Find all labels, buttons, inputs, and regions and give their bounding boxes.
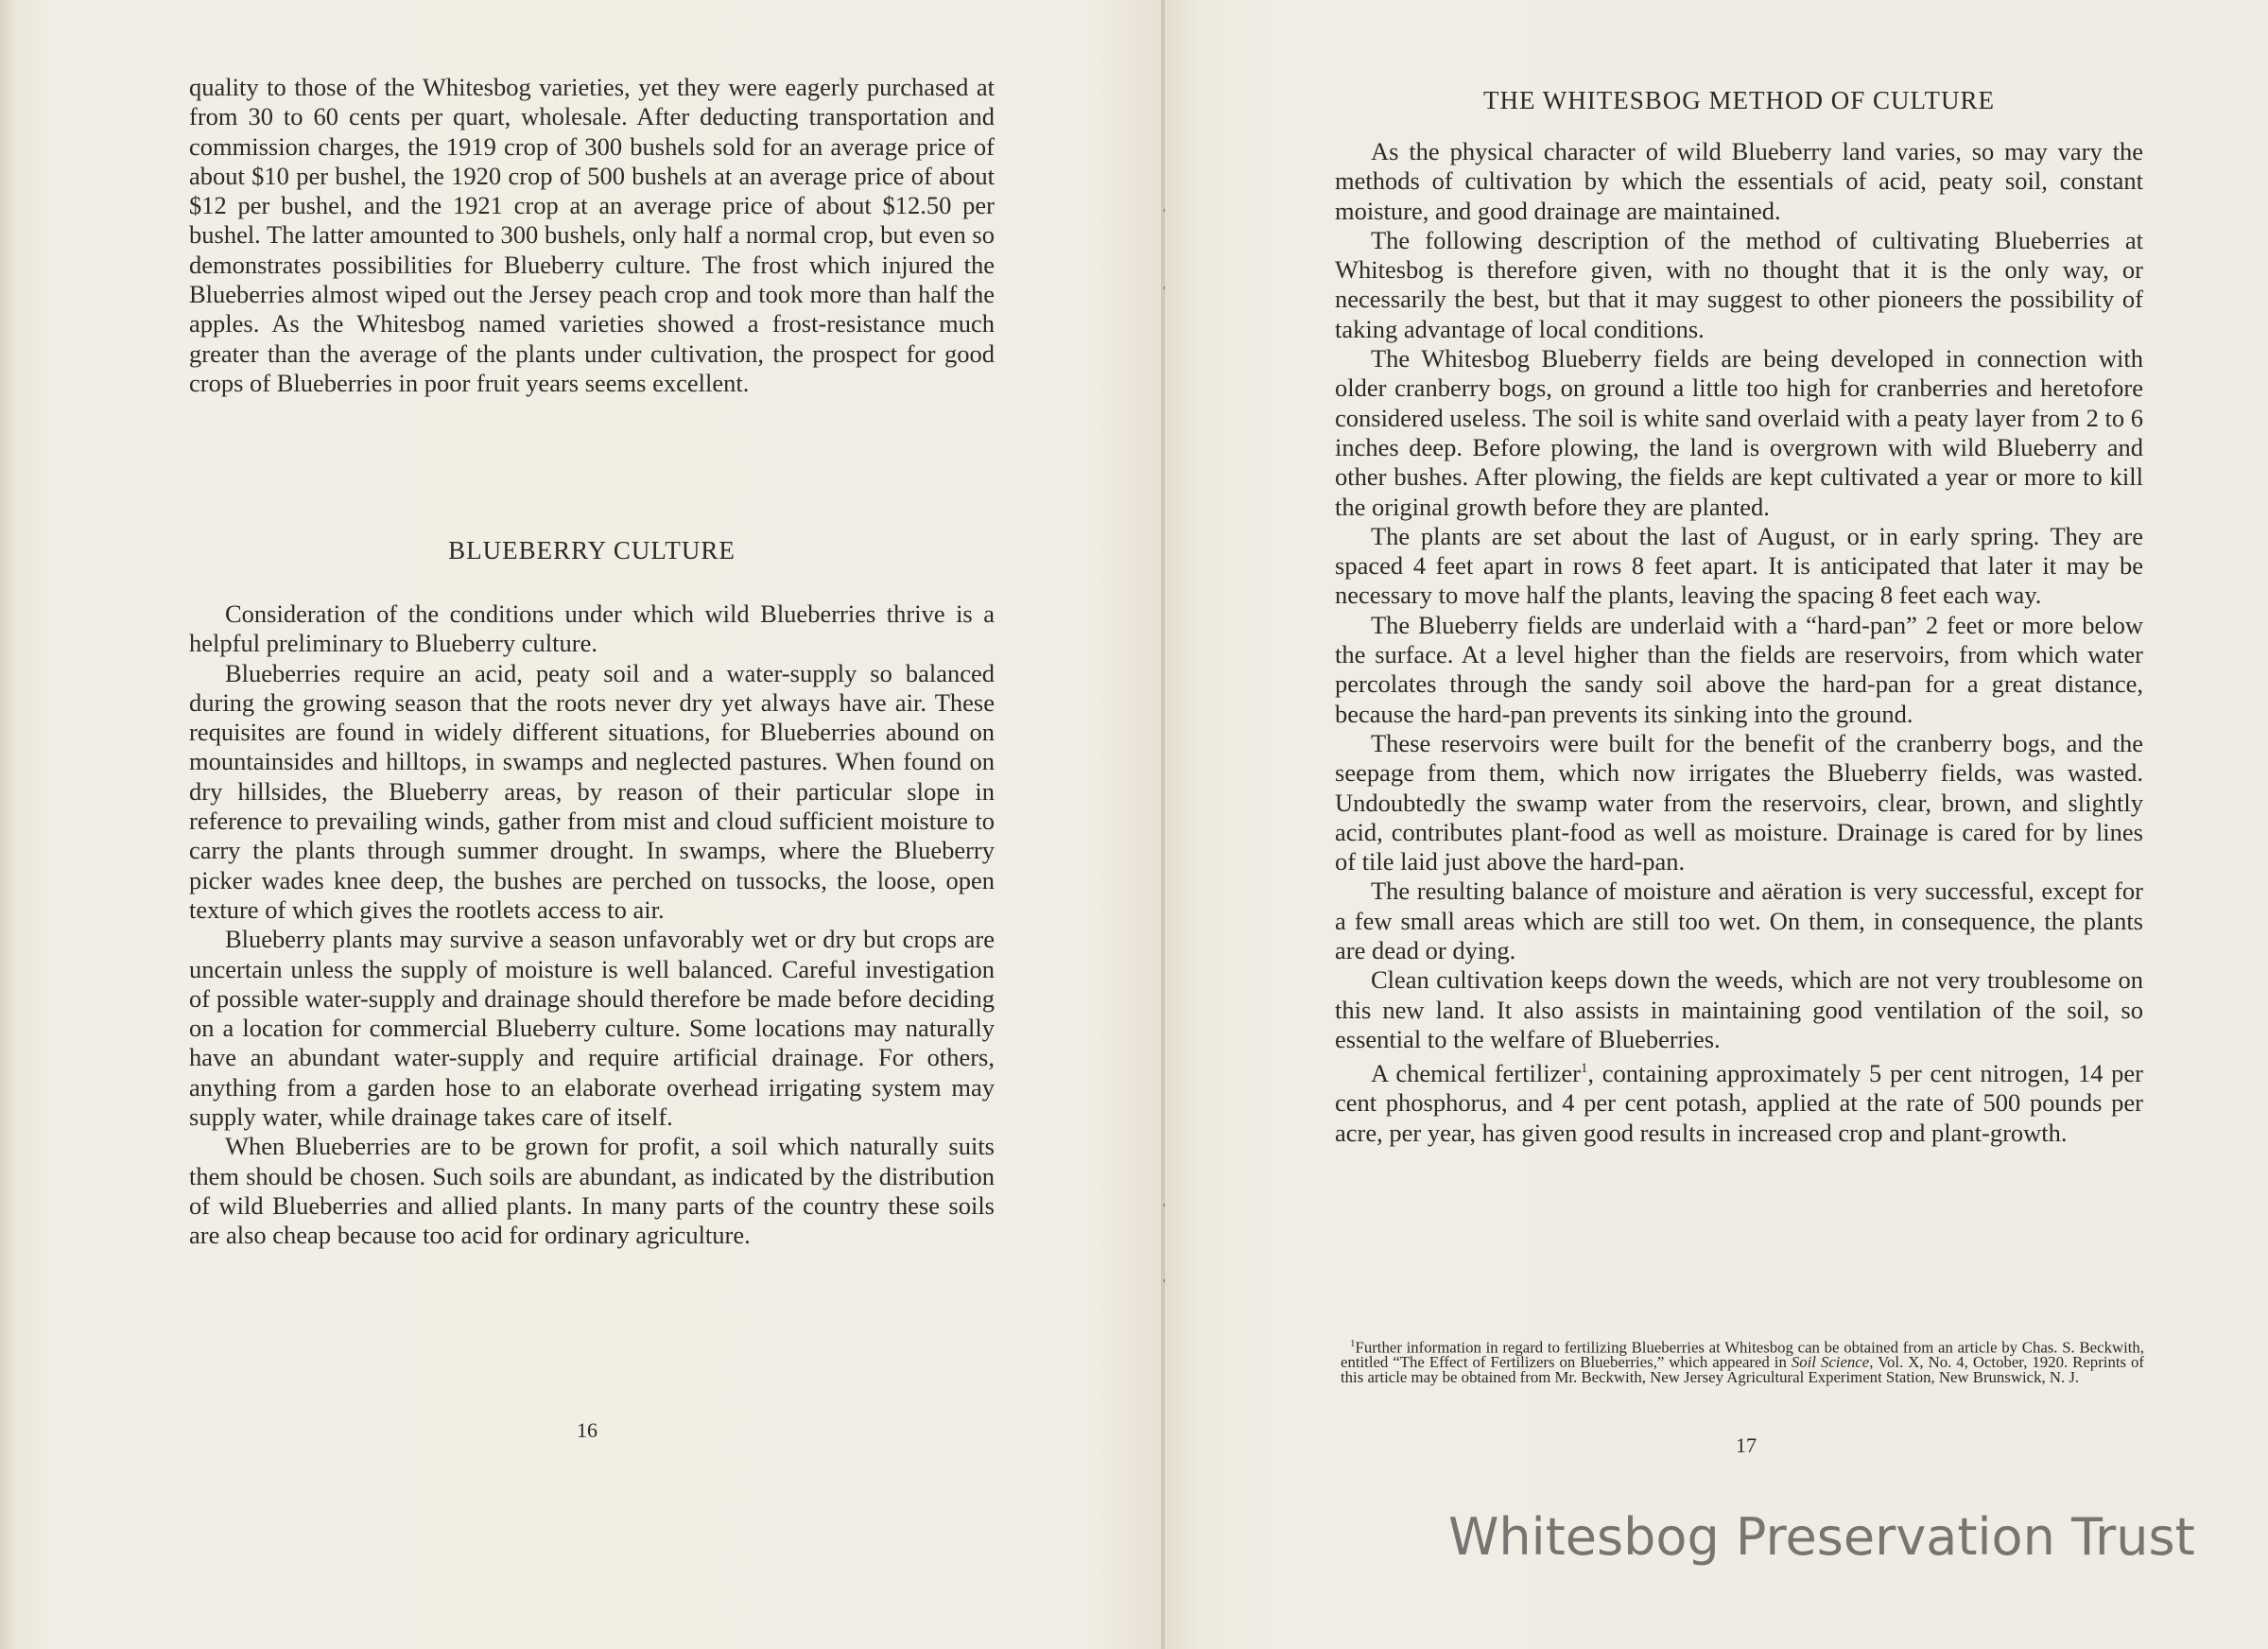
paragraph: Blueberry plants may survive a season unfavorably wet or dry but crops are uncertain unless the supply of moisture is well balanced. Careful investigation of possible water-supply and drainage should therefore be made before deciding on a location for commercial Blueberry culture. Some locations may naturally have an abundant water-supply and require artificial drainage. For others, anything from a garden hose to an elaborate overhead irrigating system may supply water, while drainage takes care of itself. xyxy=(189,925,995,1132)
fertilizer-text-end: , containing approximately 5 per cent nitrogen, 14 per cent phosphorus, and 4 per cent potash, applied at the rate of 500 pounds per acre, per year, has given good results in increased crop and plant-growth. xyxy=(1335,1059,2143,1147)
paragraph: As the physical character of wild Blueberry land varies, so may vary the methods of cultivation by which the essentials of acid, peaty soil, constant moisture, and good drainage are maintained. xyxy=(1335,137,2143,225)
paragraph-fertilizer xyxy=(1335,1054,2143,1148)
page-number: 17 xyxy=(1736,1433,1757,1457)
paragraph: Clean cultivation keeps down the weeds, which are not very troublesome on this new land. It also assists in maintaining good ventilation of the soil, so essential to the welfare of Blueberries. xyxy=(1335,965,2143,1053)
right-body-text xyxy=(1335,137,2143,1148)
paragraph: Consideration of the conditions under which wild Blueberries thrive is a helpful preliminary to Blueberry culture. xyxy=(189,599,995,658)
footnote-text xyxy=(1341,1337,2144,1384)
page-number: 16 xyxy=(577,1418,597,1442)
footnote xyxy=(1341,1337,2144,1384)
paragraph: These reservoirs were built for the benefit of the cranberry bogs, and the seepage from them, which now irrigates the Blueberry fields, was wasted. Undoubtedly the swamp water from the reservoirs, clear, brown, and slightly acid, contributes plant-food as well as moisture. Drainage is cared for by lines of tile laid just above the hard-pan. xyxy=(1335,728,2143,877)
paragraph: The following description of the method of cultivating Blueberries at Whitesbog is therefore given, with no thought that it is the only way, or necessarily the best, but that it may suggest to other pioneers the possibility of taking advantage of local conditions. xyxy=(1335,225,2143,343)
left-body-text xyxy=(189,599,995,1251)
paragraph: The resulting balance of moisture and aëration is very successful, except for a few small areas which are still too wet. On them, in consequence, the plants are dead or dying. xyxy=(1335,877,2143,965)
footnote-part: , Vol. X, No. 4, October, 1920. Reprints of this article may be obtained from Mr. Beckwith, New Jersey Agricultural Experiment Station, New Brunswick, N. J. xyxy=(1341,1353,2144,1386)
paragraph: quality to those of the Whitesbog varieties, yet they were eagerly purchased at from 30 to 60 cents per quart, wholesale. After deducting transportation and commission charges, the 1919 crop of 300 bushels sold for an average price of about $10 per bushel, the 1920 crop of 500 bushels at an average price of about $12 per bushel, and the 1921 crop at an average price of about $12.50 per bushel. The latter amounted to 300 bushels, only half a normal crop, but even so demonstrates possibilities for Blueberry culture. The frost which injured the Blueberries almost wiped out the Jersey peach crop and took more than half the apples. As the Whitesbog named varieties showed a frost-resistance much greater than the average of the plants under cultivation, the prospect for good crops of Blueberries in poor fruit years seems excellent. xyxy=(189,73,995,397)
paragraph: The plants are set about the last of August, or in early spring. They are spaced 4 feet apart in rows 8 feet apart. It is anticipated that later it may be necessary to move half the plants, leaving the spacing 8 feet each way. xyxy=(1335,521,2143,610)
footnote-number: 1 xyxy=(1350,1338,1356,1349)
paragraph: The Blueberry fields are underlaid with a “hard-pan” 2 feet or more below the surface. At a level higher than the fields are reservoirs, from which water percolates through the sandy soil above the hard-pan for a great distance, because the hard-pan prevents its sinking into the ground. xyxy=(1335,610,2143,728)
paragraph: Blueberries require an acid, peaty soil and a water-supply so balanced during the growing season that the roots never dry yet always have air. These requisites are found in widely different situations, for Blueberries abound on mountainsides and hilltops, in swamps and neglected pastures. When found on dry hillsides, the Blueberry areas, by reason of their particular slope in reference to prevailing winds, gather from mist and cloud sufficient moisture to carry the plants through summer drought. In swamps, where the Blueberry picker wades knee deep, the bushes are perched on tussocks, the loose, open texture of which gives the rootlets access to air. xyxy=(189,658,995,924)
section-heading: THE WHITESBOG METHOD OF CULTURE xyxy=(1483,86,1995,114)
left-intro-text xyxy=(189,73,995,398)
fertilizer-text-start: A chemical fertilizer xyxy=(1371,1059,1581,1088)
paragraph: When Blueberries are to be grown for profit, a soil which naturally suits them should be chosen. Such soils are abundant, as indicated by the distribution of wild Blueberries and allied plants. In many parts of the country these soils are also cheap because too acid for ordinary agriculture. xyxy=(189,1132,995,1250)
section-heading: BLUEBERRY CULTURE xyxy=(448,536,736,564)
footnote-italic: Soil Science xyxy=(1791,1353,1870,1372)
paragraph: The Whitesbog Blueberry fields are being developed in connection with older cranberry bogs, on ground a little too high for cranberries and heretofore considered useless. The soil is white sand overlaid with a peaty layer from 2 to 6 inches deep. Before plowing, the land is overgrown with wild Blueberry and other bushes. After plowing, the fields are kept cultivated a year or more to kill the original growth before they are planted. xyxy=(1335,344,2143,521)
footnote-marker: 1 xyxy=(1580,1061,1588,1077)
right-page xyxy=(1165,0,2268,1649)
watermark: Whitesbog Preservation Trust xyxy=(1448,1507,2195,1567)
footnote-part: Further information in regard to fertilizing Blueberries at Whitesbog can be obtained from an article by Chas. S. Beckwith, entitled “The Effect of Fertilizers on Blueberries,” which appeared in xyxy=(1341,1338,2144,1372)
